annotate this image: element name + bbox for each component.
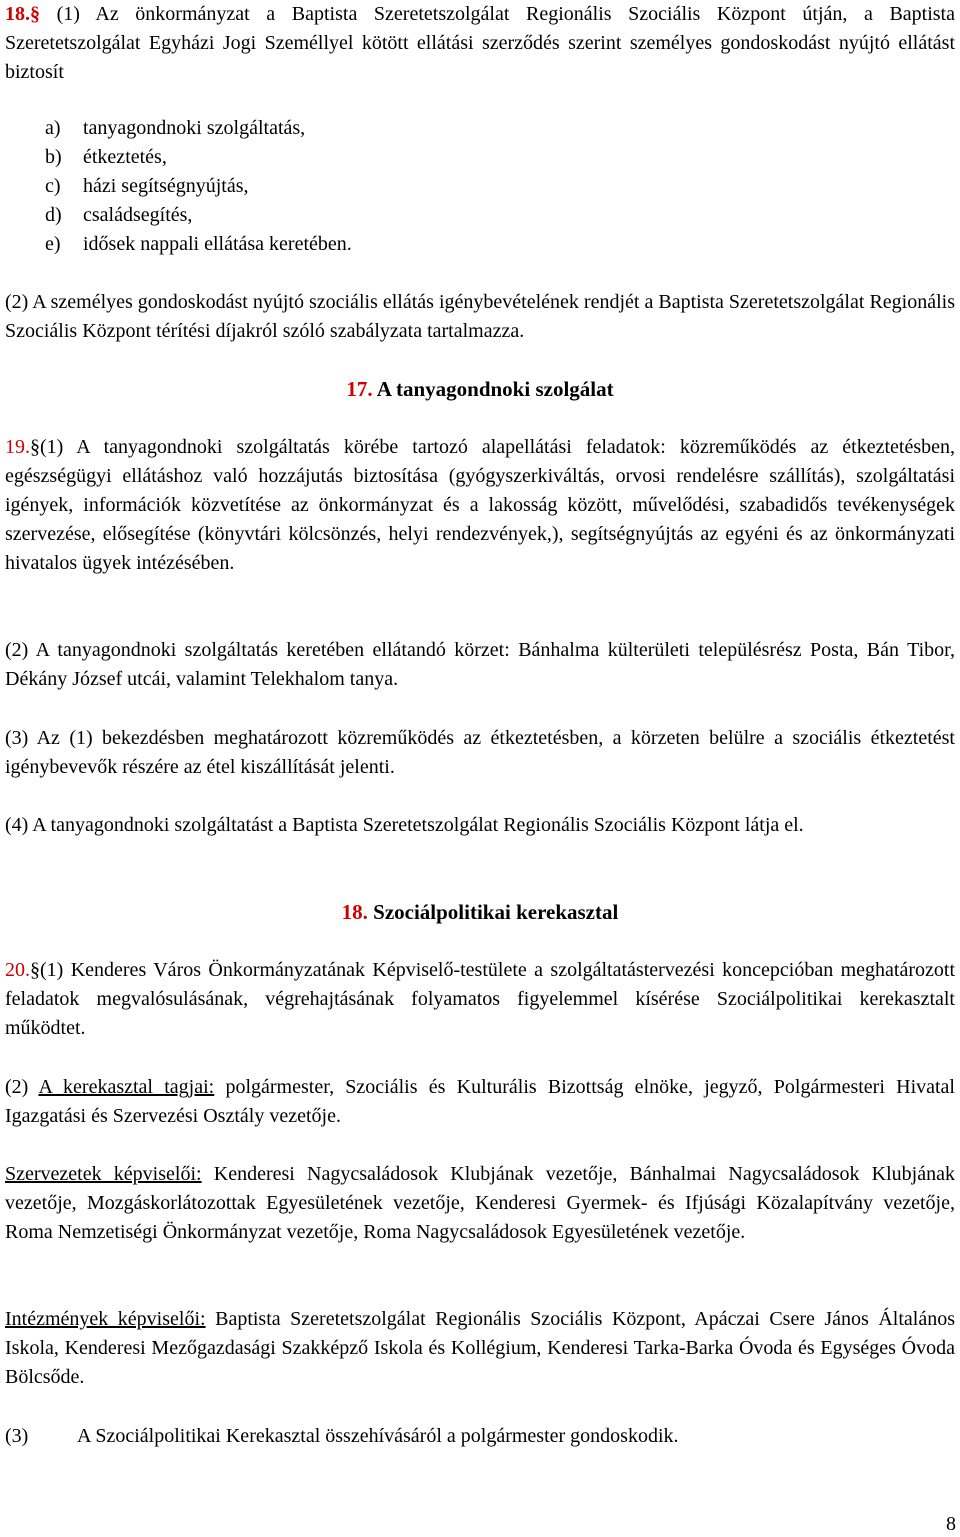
chapter-17-title: A tanyagondnoki szolgálat xyxy=(372,377,614,401)
list-item-text: idősek nappali ellátása keretében. xyxy=(83,233,352,255)
section-20-text: (1) Kenderes Város Önkormányzatának Képviselő-testülete a szolgáltatástervezési koncepcióban meghatározott feladatok megvalósulásának, végrehajtásának folyamatos figyelemmel kísérése Szociálpolitikai kerekasztalt működtet. xyxy=(5,959,955,1039)
paragraph-3-text: A Szociálpolitikai Kerekasztal összehívásáról a polgármester gondoskodik. xyxy=(77,1425,679,1447)
section-19-text: (1) A tanyagondnoki szolgáltatás körébe tartozó alapellátási feladatok: közreműködés az étkeztetésben, egészségügyi ellátáshoz való hozzájutás biztosítása (gyógyszerkiváltás, orvosi rendelésre szállítás), szolgáltatási igények, információk közvetítése az önkormányzat és a lakosság között, művelődési, szabadidős tevékenységek szervezése, elősegítése (könyvtári kölcsönzés, helyi rendezvények,), segítségnyújtás az egyéni és az önkormányzati hivatalos ügyek intézésében. xyxy=(5,436,955,574)
section-19-paragraph-sign: § xyxy=(30,436,40,458)
list-item-text: tanyagondnoki szolgáltatás, xyxy=(83,117,306,139)
organizations-text: Kenderesi Nagycsaládosok Klubjának vezetője, Bánhalmai Nagycsaládosok Klubjának vezetője, Mozgáskorlátozottak Egyesületének vezetője, Kenderesi Gyermek- és Ifjúsági Közalapítvány vezetője, Roma Nemzetiségi Önkormányzat vezetője, Roma Nagycsaládosok Egyesületének vezetője. xyxy=(5,1163,955,1243)
section-18-paragraph-sign: § xyxy=(30,3,40,25)
section-19-paragraph-2: (2) A tanyagondnoki szolgáltatás keretében ellátandó körzet: Bánhalma külterületi településrész Posta, Bán Tibor, Dékány József utcái, valamint Telekhalom tanya. xyxy=(5,639,955,690)
list-item-label: a) xyxy=(45,117,61,139)
list-item-text: étkeztetés, xyxy=(83,146,167,168)
list-item xyxy=(45,143,352,172)
organizations-label: Szervezetek képviselői: xyxy=(5,1163,202,1185)
list-item xyxy=(45,230,352,259)
list-item-text: családsegítés, xyxy=(83,204,193,226)
members-label: A kerekasztal tagjai: xyxy=(38,1076,215,1098)
institutions-paragraph xyxy=(5,1305,955,1392)
list-item xyxy=(45,114,352,143)
list-item-label: c) xyxy=(45,175,61,197)
section-18-text: (1) Az önkormányzat a Baptista Szeretetszolgálat Regionális Szociális Központ útján, a Baptista Szeretetszolgálat Egyházi Jogi Személlyel kötött ellátási szerződés szerint személyes gondoskodást nyújtó ellátást biztosít xyxy=(5,3,955,83)
section-19-number: 19. xyxy=(5,436,30,458)
chapter-18-title: Szociálpolitikai kerekasztal xyxy=(367,900,619,924)
paragraph-3-number: (3) xyxy=(5,1425,29,1447)
chapter-17-number: 17. xyxy=(346,377,373,401)
section-18-number: 18. xyxy=(5,3,30,25)
service-list xyxy=(45,114,352,259)
section-20-paragraph-2 xyxy=(5,1073,955,1131)
section-18-paragraph-1 xyxy=(5,0,955,87)
chapter-18-number: 18. xyxy=(341,900,368,924)
section-20-paragraph-3 xyxy=(5,1422,955,1451)
list-item-label: d) xyxy=(45,204,62,226)
section-19-paragraph-1 xyxy=(5,433,955,578)
section-20-paragraph-1 xyxy=(5,956,955,1043)
list-item-text: házi segítségnyújtás, xyxy=(83,175,249,197)
section-20-number: 20. xyxy=(5,959,30,981)
list-item-label: e) xyxy=(45,233,61,255)
section-20-paragraph-sign: § xyxy=(30,959,40,981)
institutions-label: Intézmények képviselői: xyxy=(5,1308,206,1330)
chapter-18-heading xyxy=(5,898,955,927)
members-text: polgármester, Szociális és Kulturális Bizottság elnöke, jegyző, Polgármesteri Hivatal Igazgatási és Szervezési Osztály vezetője. xyxy=(5,1076,955,1127)
list-item xyxy=(45,201,352,230)
section-18-paragraph-2: (2) A személyes gondoskodást nyújtó szociális ellátás igénybevételének rendjét a Baptista Szeretetszolgálat Regionális Szociális Központ térítési díjakról szóló szabályzata tartalmazza. xyxy=(5,291,955,342)
chapter-17-heading xyxy=(5,375,955,404)
section-19-paragraph-3: (3) Az (1) bekezdésben meghatározott közreműködés az étkeztetésben, a körzeten belülre a szociális étkeztetést igénybevevők részére az étel kiszállítását jelenti. xyxy=(5,727,955,778)
page-number: 8 xyxy=(946,1513,956,1535)
list-item-label: b) xyxy=(45,146,62,168)
list-item xyxy=(45,172,352,201)
institutions-text: Baptista Szeretetszolgálat Regionális Szociális Központ, Apáczai Csere János Általános Iskola, Kenderesi Mezőgazdasági Szakképző Iskola és Kollégium, Kenderesi Tarka-Barka Óvoda és Egységes Óvoda Bölcsőde. xyxy=(5,1308,956,1388)
paragraph-2-prefix: (2) xyxy=(5,1076,39,1098)
organizations-paragraph xyxy=(5,1160,955,1247)
section-19-paragraph-4: (4) A tanyagondnoki szolgáltatást a Baptista Szeretetszolgálat Regionális Szociális Központ látja el. xyxy=(5,814,804,836)
